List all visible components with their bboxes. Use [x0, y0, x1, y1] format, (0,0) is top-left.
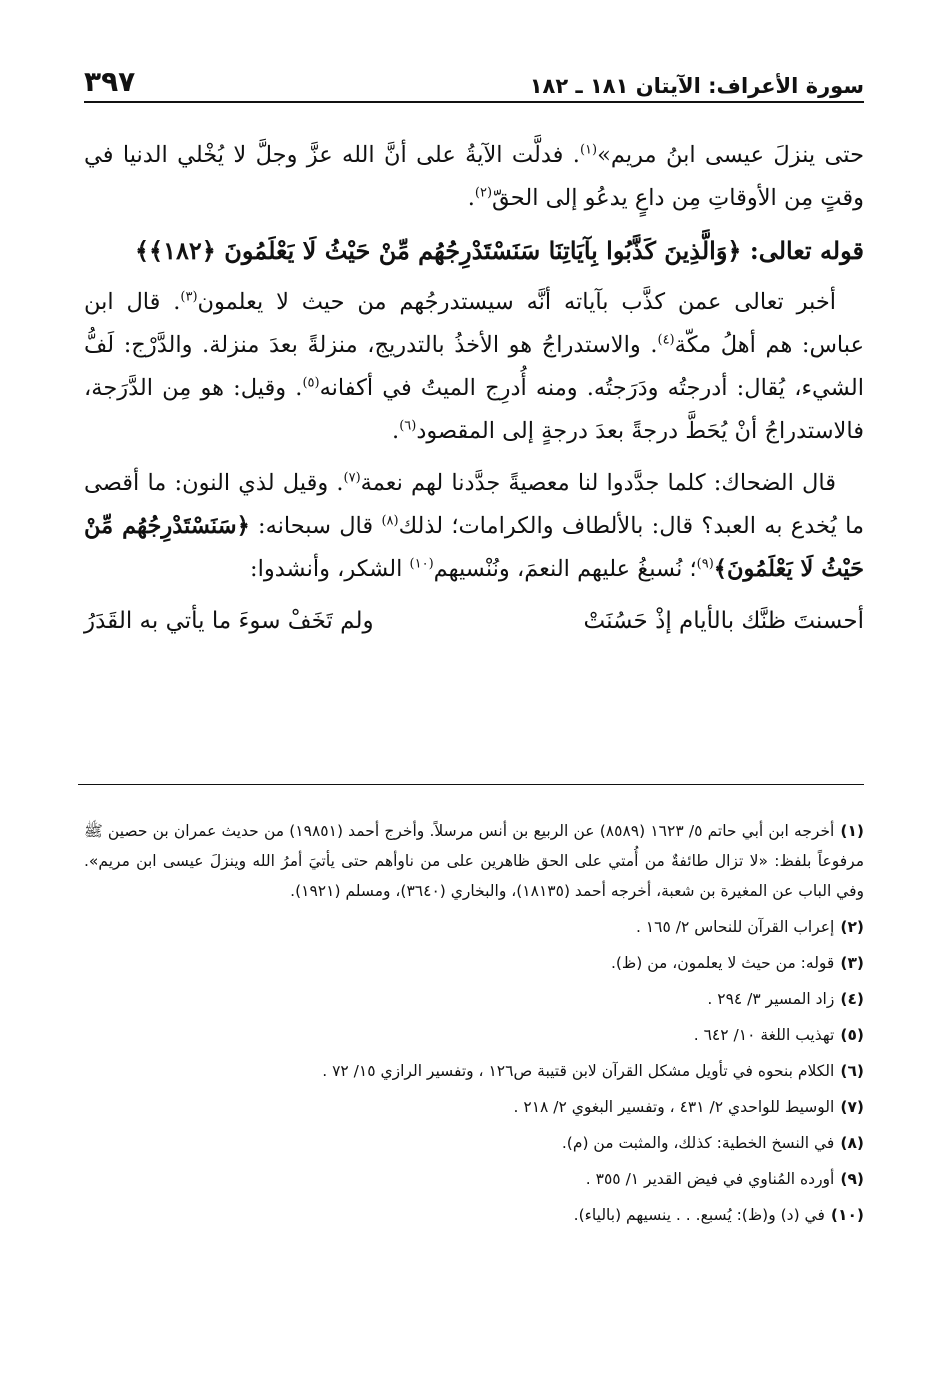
main-text	[84, 134, 864, 643]
paragraph-2	[84, 281, 864, 453]
footnote-text: أخرجه ابن أبي حاتم ٥/ ١٦٢٣ (٨٥٨٩) عن الربيع بن أنس مرسلاً. وأخرج أحمد (١٩٨٥١) من حديث عمران بن حصين ﷺ مرفوعاً بلفظ: «لا تزال طائفةٌ من أُمتي على الحق ظاهرين على من ناوأهم حتى يأتيَ أمرُ الله وينزلَ عيسى ابن مريم». وفي الباب عن المغيرة بن شعبة، أخرجه أحمد (١٨١٣٥)، والبخاري (٣٦٤٠)، ومسلم (١٩٢١).	[84, 822, 864, 900]
footnote-text: في (د) و(ظ): يُسبع. . . ينسيهم (بالياء).	[573, 1206, 825, 1224]
footnote-separator	[78, 784, 864, 785]
footnote-text: في النسخ الخطية: كذلك، والمثبت من (م).	[561, 1134, 835, 1152]
footnote-number: (٢)	[840, 918, 864, 936]
paragraph-3	[84, 462, 864, 591]
footnote-ref[interactable]: (٩)	[696, 556, 714, 572]
text-run: حتى ينزلَ عيسى ابنُ مريم»	[597, 142, 865, 168]
text-run: . قال ابن عباس: هم أهلُ مكّة	[84, 289, 865, 358]
footnote-text: إعراب القرآن للنحاس ٢/ ١٦٥ .	[635, 918, 835, 936]
verse-first-hemistich: أحسنتَ ظنَّك بالأيام إذْ حَسُنَتْ	[583, 608, 864, 634]
footnote-ref[interactable]: (١٠)	[409, 556, 434, 572]
footnote	[84, 984, 864, 1014]
verse-second-hemistich: ولم تَخَفْ سوءَ ما يأتي به القَدَرُ	[84, 608, 374, 634]
footnote-number: (٧)	[840, 1098, 864, 1116]
footnote-number: (٨)	[840, 1134, 864, 1152]
footnote	[84, 816, 864, 906]
text-run: ؛ نُسبغُ عليهم النعمَ، ونُنْسيهم	[433, 556, 697, 582]
text-run: . فدلَّت الآيةُ على أنَّ الله عزَّ وجلَّ لا يُخْلي الدنيا في وقتٍ مِن الأوقاتِ مِن داعٍ يدعُو إلى الحقّ	[84, 142, 864, 211]
text-run: قال الضحاك: كلما جدَّدوا لنا معصيةً جدَّدنا لهم نعمة	[360, 470, 836, 496]
footnote-ref[interactable]: (٧)	[343, 470, 361, 486]
footnote-number: (٩)	[840, 1170, 864, 1188]
text-run: أخبر تعالى عمن كذَّب بآياته أنَّه سيستدرجُهم من حيث لا يعلمون	[197, 289, 836, 315]
footnote-ref[interactable]: (٥)	[302, 375, 320, 391]
footnotes	[84, 816, 864, 1236]
text-run: . وقيل: هو مِن الدَّرَجة، فالاستدراجُ أنْ يُحَطَّ درجةً بعدَ درجةٍ إلى المقصود	[84, 375, 864, 444]
footnote	[84, 1092, 864, 1122]
footnote-number: (٣)	[840, 954, 864, 972]
footnote	[84, 1128, 864, 1158]
footnote-text: الكلام بنحوه في تأويل مشكل القرآن لابن قتيبة ص١٢٦ ، وتفسير الرازي ١٥/ ٧٢ .	[322, 1062, 835, 1080]
ayah-label: قوله تعالى:	[741, 236, 864, 265]
footnote-ref[interactable]: (٨)	[381, 513, 399, 529]
footnote-text: تهذيب اللغة ١٠/ ٦٤٢ .	[693, 1026, 835, 1044]
footnote-ref[interactable]: (٣)	[180, 289, 198, 305]
footnote	[84, 1164, 864, 1194]
quran-quote: ﴿سَنَسْتَدْرِجُهُم مِّنْ حَيْثُ لَا يَعْلَمُونَ﴾	[84, 513, 864, 582]
text-run: . وقيل لذي النون: ما أقصى ما يُخدع به العبد؟ قال: بالألطاف والكرامات؛ لذلك	[84, 470, 865, 539]
footnote-ref[interactable]: (٦)	[399, 418, 417, 434]
footnote-ref[interactable]: (١)	[579, 142, 598, 158]
ayah-heading	[84, 229, 864, 272]
paragraph-1	[84, 134, 864, 220]
footnote	[84, 948, 864, 978]
footnote	[84, 1056, 864, 1086]
poetry-verse	[84, 600, 864, 643]
footnote	[84, 1020, 864, 1050]
footnote	[84, 1200, 864, 1230]
ayah-text: ﴿وَالَّذِينَ كَذَّبُوا بِآيَاتِنَا سَنَسْتَدْرِجُهُم مِّنْ حَيْثُ لَا يَعْلَمُونَ ﴿١٨٢﴾﴾	[134, 236, 742, 265]
footnote-ref[interactable]: (٢)	[474, 185, 493, 201]
footnote-number: (١٠)	[830, 1206, 864, 1224]
footnote-number: (١)	[840, 822, 865, 840]
footnote-number: (٦)	[840, 1062, 864, 1080]
footnote-text: الوسيط للواحدي ٢/ ٤٣١ ، وتفسير البغوي ٢/ ٢١٨ .	[513, 1098, 835, 1116]
text-run: . والاستدراجُ هو الأخذُ بالتدريج، منزلةً بعدَ منزلة. والدَّرْج: لَفُّ الشيء، يُقال: أدرجتُه ودَرَجتُه. ومنه أُدرِج الميتُ في أكفانه	[84, 332, 864, 401]
footnote-text: أورده المُناوي في فيض القدير ١/ ٣٥٥ .	[585, 1170, 835, 1188]
text-run: قال سبحانه:	[249, 513, 382, 539]
text-run: .	[467, 185, 475, 211]
text-run: الشكر، وأنشدوا:	[250, 556, 410, 582]
header-rule	[84, 101, 864, 103]
footnote-text: زاد المسير ٣/ ٢٩٤ .	[707, 990, 835, 1008]
footnote-ref[interactable]: (٤)	[657, 332, 675, 348]
page-header	[84, 58, 864, 98]
footnote-number: (٤)	[840, 990, 864, 1008]
running-title: سورة الأعراف: الآيتان ١٨١ ـ ١٨٢	[529, 74, 864, 98]
footnote-text: قوله: من حيث لا يعلمون، من (ظ).	[610, 954, 835, 972]
footnote-number: (٥)	[840, 1026, 864, 1044]
footnote	[84, 912, 864, 942]
page-number: ٣٩٧	[84, 65, 136, 98]
text-run: .	[392, 418, 400, 444]
